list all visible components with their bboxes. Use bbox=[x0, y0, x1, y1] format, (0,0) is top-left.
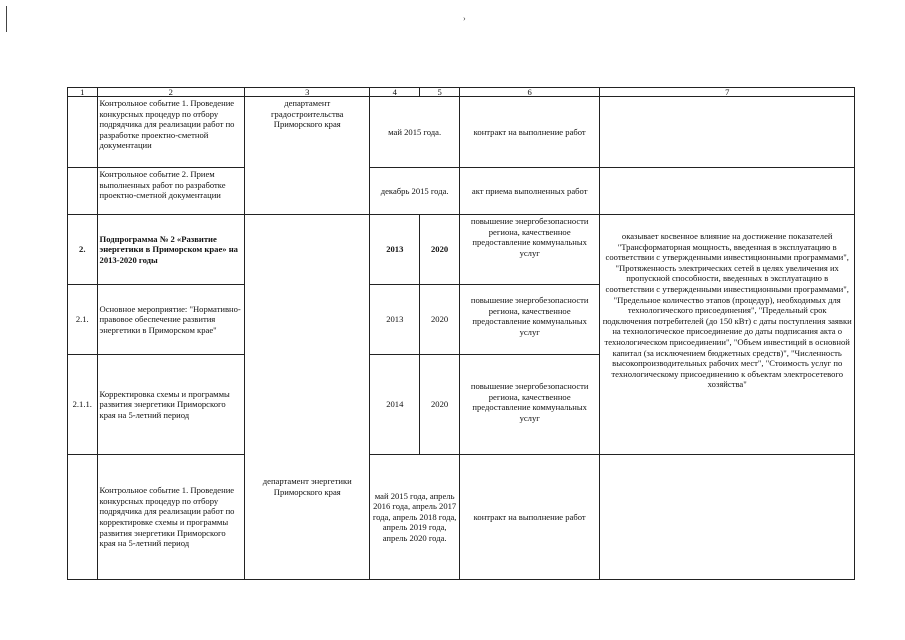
measure-name: Корректировка схемы и программы развития энергетики Приморского края на 5-летний период bbox=[97, 355, 245, 455]
impact-text: оказывает косвенное влияние на достижение показателей "Трансформаторная мощность, введенная в эксплуатацию в соответствии с утвержденными инвестиционными программами", "Протяженность электрических сетей в целях увеличения их пропускной способности, введенных в эксплуатацию в соответствии с утвержденными инвестиционными программами", "Предельное количество этапов (процедур), необходимых для технологического присоединения", "Предельный срок подключения потребителей (до 150 кВт) с даты поступления заявки на технологическое присоединение до даты подписания акта о технологическом присоединении", "Объем инвестиций в основной капитал (за исключением бюджетных средств)", "Численность высокопроизводительных рабочих мест", "Стоимость услуг по технологическому присоединению к объектам электросетевого хозяйства" bbox=[600, 215, 855, 455]
start-year: 2013 bbox=[370, 285, 420, 355]
header-col-5: 5 bbox=[420, 88, 460, 97]
table-row bbox=[68, 97, 855, 168]
impact-cell-empty bbox=[600, 97, 855, 168]
expected-result: повышение энергобезопасности региона, качественное предоставление коммунальных услуг bbox=[459, 355, 599, 455]
event-result: контракт на выполнение работ bbox=[459, 455, 599, 580]
event-name: Контрольное событие 1. Проведение конкурсных процедур по отбору подрядчика для реализации работ по разработке проектно-сметной документации bbox=[97, 97, 245, 168]
row-number bbox=[68, 455, 98, 580]
header-col-3: 3 bbox=[245, 88, 370, 97]
event-name: Контрольное событие 2. Прием выполненных работ по разработке проектно-сметной документации bbox=[97, 168, 245, 215]
event-name: Контрольное событие 1. Проведение конкурсных процедур по отбору подрядчика для реализации работ по корректировке схемы и программы развития энергетики Приморского края на 5-летний период bbox=[97, 455, 245, 580]
table-row bbox=[68, 455, 855, 580]
end-year: 2020 bbox=[420, 285, 460, 355]
header-col-2: 2 bbox=[97, 88, 245, 97]
expected-result: повышение энергобезопасности региона, качественное предоставление коммунальных услуг bbox=[459, 285, 599, 355]
executor-cell: департамент энергетики Приморского края bbox=[245, 215, 370, 580]
row-number: 2. bbox=[68, 215, 98, 285]
header-col-1: 1 bbox=[68, 88, 98, 97]
header-col-7: 7 bbox=[600, 88, 855, 97]
impact-cell-empty bbox=[600, 168, 855, 215]
header-col-6: 6 bbox=[459, 88, 599, 97]
table-row bbox=[68, 215, 855, 285]
program-table bbox=[67, 87, 855, 580]
table-row bbox=[68, 168, 855, 215]
event-date: май 2015 года, апрель 2016 года, апрель 2017 года, апрель 2018 года, апрель 2019 года, апрель 2020 года. bbox=[370, 455, 460, 580]
start-year: 2014 bbox=[370, 355, 420, 455]
event-date: декабрь 2015 года. bbox=[370, 168, 460, 215]
impact-cell-empty bbox=[600, 455, 855, 580]
end-year: 2020 bbox=[420, 355, 460, 455]
row-number: 2.1.1. bbox=[68, 355, 98, 455]
margin-tick: › bbox=[463, 14, 466, 23]
row-number bbox=[68, 97, 98, 168]
page-edge-mark bbox=[6, 6, 7, 32]
event-result: контракт на выполнение работ bbox=[459, 97, 599, 168]
end-year: 2020 bbox=[420, 215, 460, 285]
start-year: 2013 bbox=[370, 215, 420, 285]
row-number: 2.1. bbox=[68, 285, 98, 355]
header-row bbox=[68, 88, 855, 97]
measure-name: Основное мероприятие: "Нормативно-правовое обеспечение развития энергетики в Приморском крае" bbox=[97, 285, 245, 355]
event-result: акт приема выполненных работ bbox=[459, 168, 599, 215]
header-col-4: 4 bbox=[370, 88, 420, 97]
event-date: май 2015 года. bbox=[370, 97, 460, 168]
subprogram-name: Подпрограмма № 2 «Развитие энергетики в Приморском крае» на 2013-2020 годы bbox=[97, 215, 245, 285]
executor-cell: департамент градостроительства Приморского края bbox=[245, 97, 370, 215]
expected-result: повышение энергобезопасности региона, качественное предоставление коммунальных услуг bbox=[459, 215, 599, 285]
row-number bbox=[68, 168, 98, 215]
